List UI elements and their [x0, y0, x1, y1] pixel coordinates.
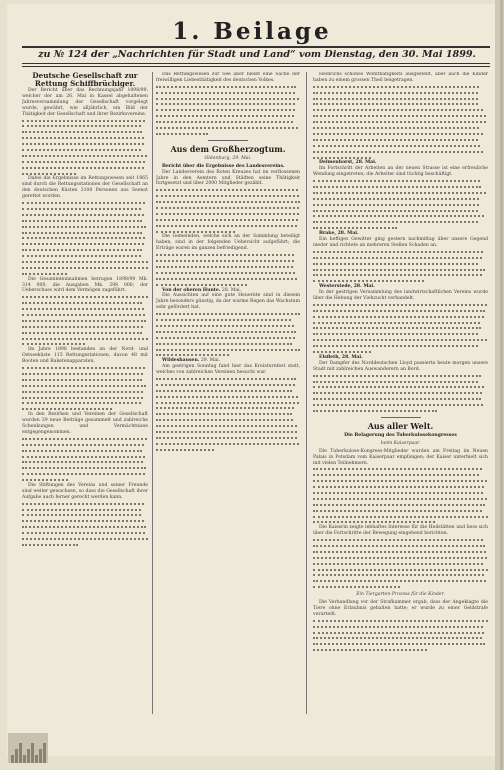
text-line — [313, 145, 480, 149]
text-line — [22, 467, 146, 471]
text-line — [313, 498, 487, 502]
text-line — [22, 120, 145, 124]
text-line — [22, 249, 142, 253]
text-line — [156, 266, 293, 270]
supplement-title: 1. Beilage — [172, 18, 332, 45]
text-lines — [156, 378, 300, 453]
text-line — [156, 437, 297, 441]
page-edge — [495, 0, 504, 770]
text-line — [22, 255, 141, 259]
article-paragraph: In der gestrigen Versammlung des landwirtschaftlichen Vereins wurde über die Hebung der Viehzucht verhandelt. — [313, 290, 488, 301]
text-line — [313, 486, 484, 490]
text-line — [156, 343, 292, 347]
text-line — [22, 509, 141, 513]
text-line — [22, 338, 148, 342]
text-line — [156, 92, 295, 96]
text-line — [156, 272, 295, 276]
text-lines — [156, 313, 300, 358]
text-line — [22, 202, 145, 206]
article-paragraph: Im Fortschritt der Arbeiten an der neuen Strasse ist eine erfreuliche Wendung eingetreten; die Arbeiter sind tüchtig beschäftigt. — [313, 166, 488, 178]
text-line — [156, 319, 291, 323]
text-lines — [313, 539, 488, 590]
supplement-subtitle: zu № 124 der „Nachrichten für Stadt und Land“ vom Dienstag, den 30. Mai 1899. — [38, 49, 476, 60]
text-line — [22, 461, 143, 465]
article-paragraph: Am gestrigen Sonntag fand hier das Kreisturnfest statt, welches von zahlreichen Vereinen besucht war. — [156, 364, 300, 376]
text-line — [22, 143, 144, 147]
text-line — [156, 331, 296, 335]
text-line — [313, 210, 478, 214]
article-paragraph: Dabei die Ergebnisse im Rettungswesen seit 1865 sind durch die Rettungsstationen der Gesellschaft an den deutschen Küsten 3100 Personen aus Seenot gerettet worden. — [22, 176, 148, 200]
text-line — [22, 438, 147, 442]
text-line — [156, 195, 299, 199]
text-line — [22, 167, 144, 171]
text-line — [22, 391, 143, 395]
text-line — [156, 225, 297, 229]
text-line — [313, 580, 486, 584]
text-line — [313, 121, 486, 125]
article-paragraph: Die Tuberkulose-Kongress-Mitglieder wurden am Freitag im Neuen Palais in Potsdam vom Kaiserpaar empfangen; der Kaiser unterhielt sich mit vielen Teilnehmern. — [313, 448, 488, 466]
text-line — [156, 431, 297, 435]
text-line — [22, 397, 143, 401]
text-line — [22, 220, 142, 224]
text-line — [22, 444, 144, 448]
text-line — [22, 473, 145, 477]
text-line — [156, 413, 292, 417]
text-line — [22, 226, 146, 230]
item-heading: Die Belagerung des Tuberkulosekongresses — [344, 432, 457, 438]
text-line — [313, 215, 484, 219]
column-divider-1 — [152, 72, 153, 714]
text-line — [156, 384, 295, 388]
text-line — [313, 198, 479, 202]
text-line — [156, 115, 294, 119]
text-line — [22, 131, 142, 135]
text-line — [22, 243, 144, 247]
text-line — [313, 632, 484, 636]
header-rule-bottom-2 — [22, 66, 490, 67]
text-line — [22, 214, 144, 218]
text-line — [156, 349, 300, 353]
stamp-bar — [35, 755, 38, 763]
text-line — [313, 649, 427, 653]
column-2 — [156, 72, 300, 727]
text-lines — [313, 304, 488, 355]
column-divider-2 — [306, 72, 307, 714]
text-line — [313, 474, 479, 478]
text-line — [22, 208, 141, 212]
article-paragraph: Die Gesammteinnahmen betrugen 1898/99 Mk. 314 000, die Ausgaben Mk. 298 000; der Ueberschuss wird dem Vermögen zugeführt. — [22, 276, 148, 294]
text-line — [156, 189, 298, 193]
text-line — [156, 425, 297, 429]
text-line — [313, 186, 481, 190]
text-line — [22, 332, 142, 336]
text-line — [313, 398, 481, 402]
text-line — [313, 115, 486, 119]
article-paragraph: Die Gemeinden, welche sich an der Sammlung beteiligt haben, sind in der folgenden Uebersicht aufgeführt; die Erträge waren im ganzen befriedigend. — [156, 234, 300, 252]
text-line — [156, 207, 299, 211]
text-line — [313, 327, 481, 331]
stamp-bar — [11, 755, 14, 763]
text-line — [313, 316, 484, 320]
text-line — [156, 449, 214, 453]
text-line — [313, 192, 486, 196]
text-line — [22, 538, 148, 542]
text-line — [22, 379, 142, 383]
text-line — [22, 302, 142, 306]
stamp-bar — [27, 749, 30, 763]
text-line — [313, 274, 482, 278]
text-line — [313, 480, 487, 484]
section-heading: Aus aller Welt. — [367, 420, 434, 431]
text-line — [22, 385, 146, 389]
text-line — [22, 267, 148, 271]
text-line — [313, 574, 484, 578]
text-lines — [156, 86, 300, 137]
text-line — [156, 443, 299, 447]
article-paragraph: Die Verhandlung vor der Strafkammer ergab, dass der Angeklagte die Tiere ohne Erlaubnis gehalten hatte; er wurde zu einer Geldstrafe verurteilt. — [313, 600, 488, 617]
text-line — [313, 516, 488, 520]
text-line — [22, 326, 143, 330]
text-line — [313, 386, 484, 390]
item-heading: Von der oberen Hunte. — [162, 287, 221, 293]
stamp-bar — [31, 743, 34, 763]
separator — [381, 417, 421, 418]
article-headline: Deutsche Gesellschaft zur Rettung Schiffbrüchiger. — [32, 72, 138, 88]
article-paragraph: Die Stiftungen des Vereins und seiner Freunde sind weiter gewachsen, so dass die Gesellschaft ihrer Aufgabe auch ferner gerecht werden kann. — [22, 482, 148, 500]
text-line — [156, 254, 294, 258]
article-paragraph: Die Kaiserin zeigte lebhaftes Interesse für die Heilstätten und liess sich über die Fortschritte der Bewegung eingehend berichten. — [313, 525, 488, 537]
text-lines — [22, 202, 148, 277]
dateline: Elsfleth, 28. Mai. — [319, 354, 363, 360]
text-line — [313, 557, 487, 561]
text-lines — [22, 296, 148, 347]
text-line — [313, 269, 485, 273]
article-paragraph: Das Rettungswesen zur See aber bleibt eine Sache der freiwilligen Liebesthätigkeit des deutschen Volkes. — [156, 72, 300, 83]
text-line — [313, 551, 486, 555]
header-rule-top — [22, 46, 490, 48]
article-paragraph: Der Dampfer des Norddeutschen Lloyd passierte heute morgen unsere Stadt mit zahlreichen Auswanderern an Bord. — [313, 360, 488, 372]
text-line — [156, 86, 296, 90]
text-line — [156, 133, 208, 137]
text-line — [156, 213, 299, 217]
text-line — [22, 544, 78, 548]
column-3 — [313, 72, 488, 727]
stamp-bar — [15, 749, 18, 763]
text-line — [313, 204, 479, 208]
text-line — [313, 109, 483, 113]
dateline: Brake, 28. Mai. — [319, 231, 359, 237]
text-lines — [313, 86, 488, 161]
article-paragraph: Heinrichs schönes Wohlthätigkeits ausgestellt, aber auch die Kinder haben zu einem grossen Theil beigetragen. — [313, 72, 488, 83]
text-line — [313, 322, 480, 326]
text-line — [313, 127, 479, 131]
text-line — [22, 232, 142, 236]
separator — [208, 140, 248, 141]
text-line — [22, 314, 145, 318]
text-lines — [313, 375, 488, 414]
text-line — [22, 155, 147, 159]
text-line — [313, 139, 478, 143]
item-subheading: beim Kaiserpaar. — [380, 440, 421, 446]
dateline: Delmenhorst, 28. Mai. — [319, 160, 377, 166]
text-line — [313, 404, 483, 408]
text-line — [313, 151, 483, 155]
text-line — [313, 392, 482, 396]
article-paragraph: Der Bericht über das Rechnungsjahr 1898/99, welcher der am 26. Mai in Kassel abgehaltenen Jahresversammlung der Gesellschaft vorgelegt wurde, gewährt, wie alljährlich, ein Bild der Thätigkeit der Gesellschaft und ihrer Bezirksvereine. — [22, 88, 148, 117]
text-line — [313, 539, 483, 543]
text-lines — [313, 468, 488, 525]
text-line — [22, 450, 142, 454]
text-line — [22, 367, 145, 371]
text-line — [22, 532, 145, 536]
text-line — [22, 237, 145, 241]
text-line — [22, 308, 144, 312]
text-lines — [156, 254, 300, 287]
article-paragraph: Der Landesverein des Roten Kreuzes hat im verflossenen Jahre in den Aemtern und Städten seine Thätigkeit fortgesetzt und über 2000 Mitglieder gezählt. — [156, 169, 300, 187]
text-lines — [22, 503, 148, 548]
text-line — [313, 257, 482, 261]
text-line — [22, 526, 146, 530]
text-line — [313, 504, 485, 508]
text-lines — [22, 120, 148, 177]
column-1 — [22, 72, 148, 727]
text-line — [313, 375, 481, 379]
text-line — [156, 127, 298, 131]
text-line — [156, 407, 294, 411]
text-line — [313, 492, 483, 496]
text-line — [313, 310, 485, 314]
text-line — [313, 333, 478, 337]
article-paragraph: Die Aussichten auf eine gute Heuernte sind in diesem Jahre besonders günstig, da der warme Regen das Wachstum sehr gefördert hat. — [156, 293, 300, 311]
text-line — [313, 345, 478, 349]
text-line — [313, 180, 480, 184]
dateline: Westerstede, 28. Mai. — [319, 284, 375, 290]
text-line — [22, 161, 145, 165]
text-line — [22, 503, 144, 507]
text-line — [313, 643, 485, 647]
stamp-bar — [19, 743, 22, 763]
stamp-bar — [23, 755, 26, 763]
stamp-bar — [39, 749, 42, 763]
text-line — [156, 419, 293, 423]
text-line — [22, 261, 148, 265]
text-line — [22, 296, 148, 300]
text-line — [156, 98, 299, 102]
text-lines — [156, 189, 300, 234]
text-line — [313, 637, 482, 641]
text-line — [313, 86, 479, 90]
text-line — [313, 626, 483, 630]
text-lines — [22, 367, 148, 412]
article-paragraph: Ein heftiges Gewitter ging gestern nachmittag über unsere Gegend nieder und richtete an mehreren Stellen Schaden an. — [313, 237, 488, 248]
text-line — [22, 137, 144, 141]
text-line — [313, 133, 483, 137]
text-line — [156, 219, 298, 223]
article-paragraph: In den Bezirken und Vereinen der Gesellschaft wurden 39 neue Beiträge gesammelt und zahlreiche Schenkungen und Vermächtnisse entgegengenommen. — [22, 412, 148, 435]
text-line — [313, 545, 485, 549]
text-line — [156, 337, 295, 341]
item-heading: Bericht über die Ergebnisse des Landesvereins. — [162, 163, 285, 169]
text-line — [22, 149, 141, 153]
section-heading: Aus dem Großherzogtum. — [170, 143, 286, 154]
text-line — [313, 98, 478, 102]
text-line — [156, 103, 295, 107]
text-line — [313, 468, 482, 472]
item-heading: Wildeshausen. — [162, 358, 200, 364]
stamp-bar — [43, 743, 46, 763]
item-date: 28. Mai. — [221, 287, 242, 293]
text-line — [22, 514, 141, 518]
text-line — [156, 278, 297, 282]
text-line — [22, 373, 143, 377]
header-rule-bottom — [22, 63, 490, 64]
text-lines — [313, 251, 488, 284]
text-line — [22, 456, 145, 460]
text-line — [22, 520, 144, 524]
text-line — [22, 402, 141, 406]
text-line — [313, 381, 478, 385]
text-lines — [313, 620, 488, 653]
text-line — [156, 121, 293, 125]
text-line — [22, 125, 141, 129]
text-line — [313, 221, 478, 225]
item-date: 29. Mai. — [200, 358, 221, 364]
text-line — [313, 410, 437, 414]
text-line — [313, 620, 488, 624]
text-line — [313, 251, 483, 255]
article-paragraph: Im Jahre 1898 bestanden an der Nord- und Ostseeküste 115 Rettungsstationen, davon 48 mit Booten und Raketenapparaten. — [22, 347, 148, 365]
text-line — [313, 563, 483, 567]
archive-stamp — [8, 733, 48, 763]
text-line — [313, 92, 478, 96]
text-line — [313, 304, 487, 308]
text-line — [156, 313, 300, 317]
text-lines — [22, 438, 148, 483]
text-line — [313, 339, 487, 343]
text-line — [313, 263, 478, 267]
text-line — [313, 586, 400, 590]
text-line — [313, 569, 488, 573]
item-caption: Ein Tiergarten-Prozess für die Kinder. — [356, 592, 445, 598]
text-line — [156, 109, 295, 113]
text-line — [156, 378, 296, 382]
text-line — [22, 320, 146, 324]
text-line — [156, 390, 292, 394]
text-line — [156, 325, 294, 329]
text-line — [156, 396, 298, 400]
text-line — [313, 510, 482, 514]
text-line — [156, 260, 294, 264]
text-lines — [313, 180, 488, 231]
text-line — [156, 402, 299, 406]
text-line — [313, 103, 478, 107]
dateline: Oldenburg, 29. Mai. — [204, 155, 252, 161]
text-line — [156, 201, 300, 205]
